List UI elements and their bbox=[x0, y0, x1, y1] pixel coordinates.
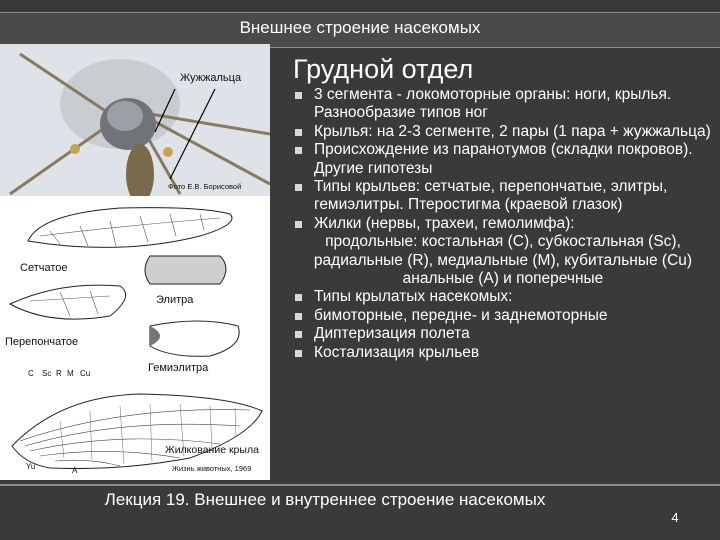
vein-letter-yu: Yu bbox=[26, 462, 36, 471]
bullet-item bbox=[293, 86, 713, 123]
vein-letter-cu: Cu bbox=[80, 369, 91, 378]
bullet-icon bbox=[295, 313, 302, 320]
slide-heading: Грудной отдел bbox=[293, 54, 474, 84]
bullet-icon bbox=[295, 147, 302, 154]
vein-letter-a: A bbox=[72, 466, 78, 475]
venation-label: Жилкование крыла bbox=[165, 444, 259, 456]
halteres-label: Жужжальца bbox=[180, 72, 242, 84]
bullet-icon bbox=[295, 184, 302, 191]
bullet-text: Жилки (нервы, трахеи, гемолимфа): bbox=[314, 214, 575, 232]
bullet-text: 3 сегмента - локомоторные органы: ноги, крылья. Разнообразие типов ног bbox=[314, 86, 672, 122]
figure-source: Жизнь животных, 1969 bbox=[172, 464, 252, 473]
insect-photo-illustration bbox=[0, 44, 270, 196]
bullet-item bbox=[293, 141, 713, 178]
bullet-text: продольные: костальная (С), субкостальная (Sc), радиальные (R), медиальные (M), кубитальные (Cu) анальные (А) и поперечные bbox=[313, 233, 693, 288]
elytra-label: Элитра bbox=[156, 294, 194, 306]
bullet-list bbox=[293, 86, 713, 362]
bullet-text: Крылья: на 2-3 сегменте, 2 пары (1 пара + жужжальца) bbox=[314, 122, 711, 140]
bullet-item bbox=[293, 307, 713, 325]
lecture-footer: Лекция 19. Внешнее и внутреннее строение насекомых bbox=[104, 490, 546, 509]
hemielytra-label: Гемиэлитра bbox=[148, 362, 209, 374]
bullet-text: Диптеризация полета bbox=[314, 325, 470, 343]
insect-photo bbox=[0, 44, 270, 196]
bullet-item bbox=[293, 344, 713, 362]
bullet-icon bbox=[295, 92, 302, 99]
reticulate-wing-label: Сетчатое bbox=[20, 262, 68, 274]
bullet-item bbox=[293, 325, 713, 343]
bullet-icon bbox=[295, 331, 302, 338]
membranous-wing-label: Перепончатое bbox=[5, 336, 79, 348]
bullet-text: Типы крыльев: сетчатые, перепончатые, элитры, гемиэлитры. Птеростигма (краевой глазок) bbox=[314, 178, 668, 214]
header-title: Внешнее строение насекомых bbox=[239, 18, 481, 37]
bullet-icon bbox=[295, 294, 302, 301]
bullet-text: бимоторные, передне- и заднемоторные bbox=[314, 306, 608, 324]
bullet-text: Костализация крыльев bbox=[314, 343, 480, 361]
vein-letter-m: M bbox=[67, 369, 74, 378]
bullet-icon bbox=[295, 221, 302, 228]
footer-divider bbox=[0, 484, 720, 486]
bullet-item bbox=[293, 178, 713, 215]
vein-letter-r: R bbox=[56, 369, 62, 378]
bullet-icon bbox=[295, 129, 302, 136]
bullet-text: Происхождение из паранотумов (складки покровов). Другие гипотезы bbox=[314, 141, 693, 177]
photo-credit: Фото Е.В. Борисовой bbox=[168, 182, 242, 191]
vein-letter-sc: Sc bbox=[42, 369, 52, 378]
bullet-item bbox=[293, 123, 713, 141]
bullet-item bbox=[293, 215, 713, 233]
bullet-item bbox=[293, 288, 713, 306]
figure-panel bbox=[0, 44, 270, 480]
vein-letter-c: С bbox=[28, 369, 34, 378]
page-number: 4 bbox=[671, 510, 679, 525]
bullet-continuation bbox=[293, 233, 713, 288]
bullet-text: Типы крылатых насекомых: bbox=[314, 288, 513, 306]
bullet-icon bbox=[295, 350, 302, 357]
